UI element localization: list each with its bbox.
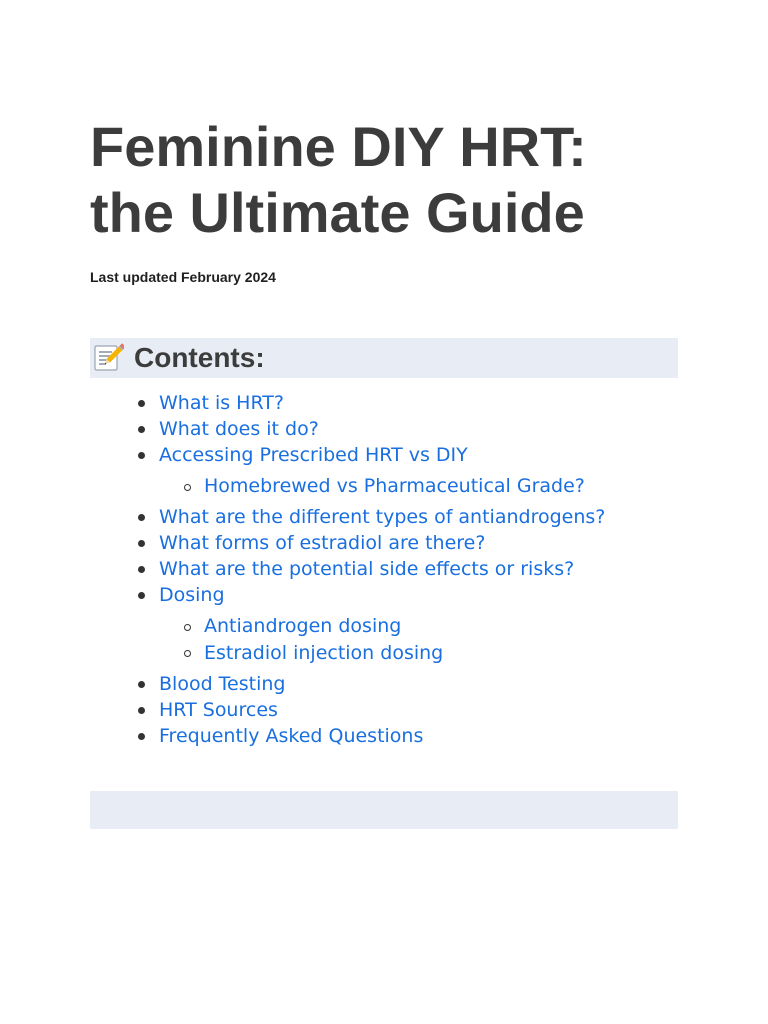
list-bullet xyxy=(138,707,145,714)
toc-link-antiandrogen-types[interactable]: What are the different types of antiandrogens? xyxy=(159,506,606,528)
toc-link-faq[interactable]: Frequently Asked Questions xyxy=(159,725,424,747)
list-sub-bullet xyxy=(184,484,191,491)
list-bullet xyxy=(138,426,145,433)
page-title xyxy=(90,114,690,246)
list-bullet xyxy=(138,400,145,407)
list-bullet xyxy=(138,540,145,547)
toc-link-estradiol-injection-dosing[interactable]: Estradiol injection dosing xyxy=(204,642,444,664)
toc-link-hrt-sources[interactable]: HRT Sources xyxy=(159,699,278,721)
memo-icon xyxy=(92,341,124,373)
list-bullet xyxy=(138,514,145,521)
toc-link-homebrewed-vs-pharmaceutical[interactable]: Homebrewed vs Pharmaceutical Grade? xyxy=(204,475,585,497)
list-bullet xyxy=(138,566,145,573)
last-updated-text: Last updated February 2024 xyxy=(90,269,276,285)
page-title-line-2: the Ultimate Guide xyxy=(90,181,585,244)
toc-link-side-effects[interactable]: What are the potential side effects or risks? xyxy=(159,558,575,580)
contents-section-header xyxy=(90,338,678,378)
toc-link-estradiol-forms[interactable]: What forms of estradiol are there? xyxy=(159,532,486,554)
next-section-header xyxy=(90,791,678,829)
list-bullet xyxy=(138,592,145,599)
toc-link-what-does-it-do[interactable]: What does it do? xyxy=(159,418,319,440)
toc-link-accessing-prescribed-hrt[interactable]: Accessing Prescribed HRT vs DIY xyxy=(159,444,468,466)
list-bullet xyxy=(138,452,145,459)
list-bullet xyxy=(138,681,145,688)
toc-link-antiandrogen-dosing[interactable]: Antiandrogen dosing xyxy=(204,615,402,637)
list-sub-bullet xyxy=(184,624,191,631)
toc-link-what-is-hrt[interactable]: What is HRT? xyxy=(159,392,284,414)
toc-link-blood-testing[interactable]: Blood Testing xyxy=(159,673,286,695)
list-bullet xyxy=(138,733,145,740)
toc-link-dosing[interactable]: Dosing xyxy=(159,584,225,606)
list-sub-bullet xyxy=(184,650,191,657)
contents-heading: Contents: xyxy=(134,342,265,373)
page-title-line-1: Feminine DIY HRT: xyxy=(90,115,587,178)
